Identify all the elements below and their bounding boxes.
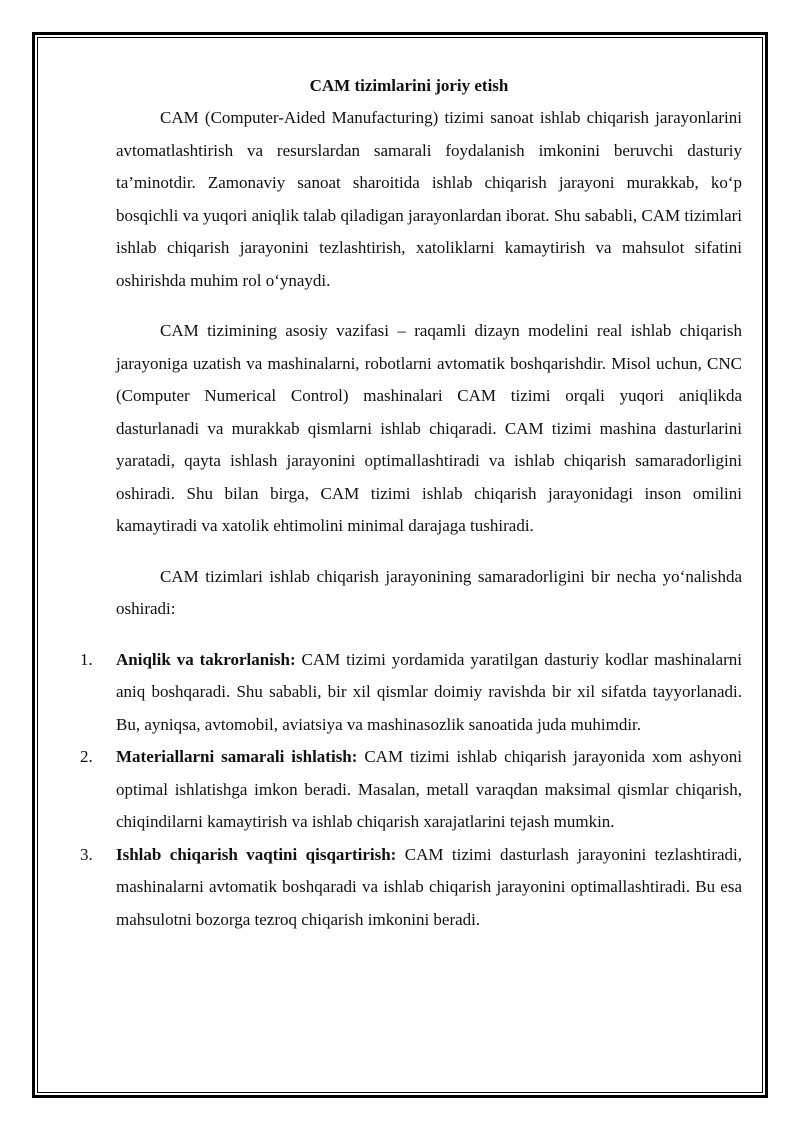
list-item-number: 2. (80, 747, 93, 766)
list-item-number: 1. (80, 649, 93, 669)
list-item-text: CAM tizimi ishlab chiqarish jarayonida xom ashyoni optimal ishlatishga imkon beradi. Masalan, metall varaqdan maksimal qismlar chiqarish, chiqindilarni kamaytirish va ishlab chiqarish xarajatlarini tejash mumkin. (116, 747, 742, 831)
paragraph-intro: CAM (Computer-Aided Manufacturing) tizimi sanoat ishlab chiqarish jarayonlarini avtomatlashtirish va resurslardan samarali foydalanish imkonini beruvchi dasturiy ta’minotdir. Zamonaviy sanoat sharoitida ishlab chiqarish jarayoni murakkab, ko‘p bosqichli va yuqori aniqlik talab qiladigan jarayonlardan iborat. Shu sababli, CAM tizimlari ishlab chiqarish jarayonini tezlashtirish, xatoliklarni kamaytirish va mahsulot sifatini oshirishda muhim rol o‘ynaydi. (116, 108, 742, 290)
list-item-text: CAM tizimi dasturlash jarayonini tezlashtiradi, mashinalarni avtomatik boshqaradi va ishlab chiqarish jarayonini optimallashtiradi. Bu esa mahsulotni bozorga tezroq chiqarish imkonini beradi. (116, 844, 743, 929)
list-item (80, 839, 743, 937)
document-title: CAM tizimlarini joriy etish (309, 76, 509, 95)
list-item-number: 3. (80, 844, 93, 864)
list-item (80, 644, 742, 742)
list-item (80, 741, 742, 839)
paragraph-list-intro: CAM tizimlari ishlab chiqarish jarayonining samaradorligini bir necha yo‘nalishda oshiradi: (116, 566, 742, 618)
list-item-text: CAM tizimi yordamida yaratilgan dasturiy kodlar mashinalarni aniq boshqaradi. Shu sababli, bir xil qismlar doimiy ravishda bir xil sifatda tayyorlanadi. Bu, ayniqsa, avtomobil, aviatsiya va mashinasozlik sanoatida juda muhimdir. (116, 649, 742, 734)
benefits-list (80, 644, 743, 937)
list-item-term: Aniqlik va takrorlanish: (116, 649, 296, 669)
list-item-term: Ishlab chiqarish vaqtini qisqartirish: (116, 844, 397, 864)
document-body (80, 70, 743, 936)
list-item-term: Materiallarni samarali ishlatish: (116, 747, 358, 766)
paragraph-main-task: CAM tizimining asosiy vazifasi – raqamli dizayn modelini real ishlab chiqarish jarayoniga uzatish va mashinalarni, robotlarni avtomatik boshqarishdir. Misol uchun, CNC (Computer Numerical Control) mashinalari CAM tizimi orqali yuqori aniqlikda dasturlanadi va murakkab qismlarni ishlab chiqaradi. CAM tizimi mashina dasturlarini yaratadi, qayta ishlash jarayonini optimallashtiradi va ishlab chiqarish samaradorligini oshiradi. Shu bilan birga, CAM tizimi ishlab chiqarish jarayonidagi inson omilini kamaytiradi va xatolik ehtimolini minimal darajaga tushiradi. (116, 321, 742, 535)
